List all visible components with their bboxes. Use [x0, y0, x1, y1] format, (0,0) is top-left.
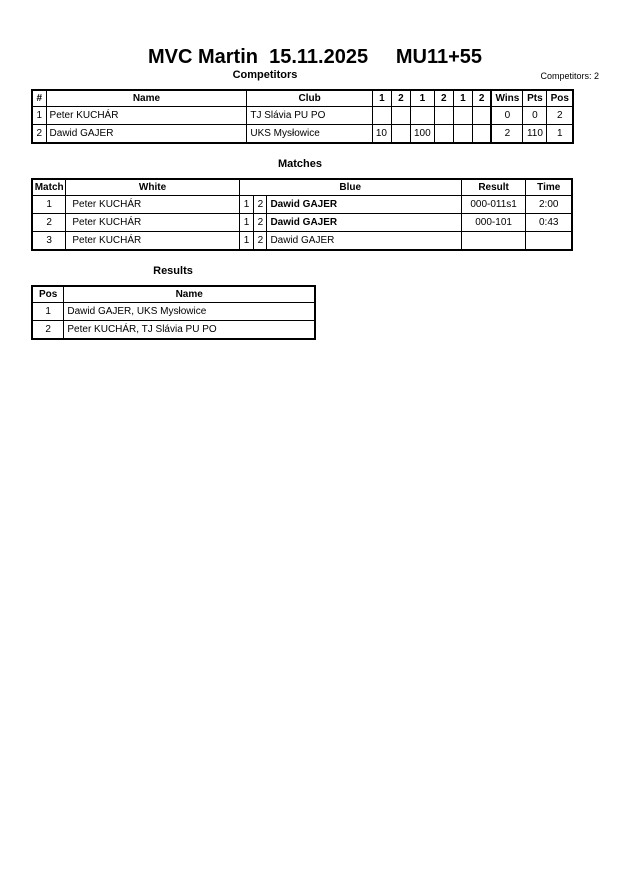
score-cell — [472, 107, 491, 125]
blue-competitor: Dawid GAJER — [267, 196, 461, 214]
score-cell — [391, 125, 410, 144]
col-name: Name — [46, 90, 247, 107]
match-result: 000-011s1 — [461, 196, 526, 214]
competitor-number: 2 — [32, 125, 46, 144]
col-result: Result — [461, 179, 526, 196]
col-match: Match — [32, 179, 66, 196]
score-cell — [372, 107, 391, 125]
page-title: MVC Martin 15.11.2025 MU11+55 — [147, 46, 483, 68]
match-time: 2:00 — [526, 196, 572, 214]
competitor-pts: 0 — [523, 107, 547, 125]
result-pos: 2 — [32, 321, 64, 340]
competitor-club: UKS Mysłowice — [247, 125, 373, 144]
competitor-pos: 1 — [547, 125, 573, 144]
score-cell — [410, 107, 434, 125]
match-time: 0:43 — [526, 214, 572, 232]
result-name: Peter KUCHÁR, TJ Slávia PU PO — [64, 321, 315, 340]
blue-seed: 2 — [254, 196, 267, 214]
competitor-name: Peter KUCHÁR — [46, 107, 247, 125]
match-number: 2 — [32, 214, 66, 232]
col-blue: Blue — [239, 179, 461, 196]
col-pts: Pts — [523, 90, 547, 107]
results-table — [31, 285, 316, 340]
competitor-club: TJ Slávia PU PO — [247, 107, 373, 125]
competitor-name: Dawid GAJER — [46, 125, 247, 144]
match-result: 000-101 — [461, 214, 526, 232]
blue-seed: 2 — [254, 232, 267, 251]
col-score-3: 1 — [410, 90, 434, 107]
score-cell: 10 — [372, 125, 391, 144]
white-competitor: Peter KUCHÁR — [66, 232, 239, 251]
col-wins: Wins — [491, 90, 522, 107]
col-club: Club — [247, 90, 373, 107]
table-row — [32, 303, 315, 321]
score-cell — [453, 125, 472, 144]
col-white: White — [66, 179, 239, 196]
matches-table — [31, 178, 573, 251]
col-score-5: 1 — [453, 90, 472, 107]
competitor-number: 1 — [32, 107, 46, 125]
white-seed: 1 — [239, 232, 254, 251]
matches-header-row — [32, 179, 572, 196]
competitor-pos: 2 — [547, 107, 573, 125]
score-cell — [434, 125, 453, 144]
match-time — [526, 232, 572, 251]
score-cell — [472, 125, 491, 144]
competitor-pts: 110 — [523, 125, 547, 144]
col-pos: Pos — [32, 286, 64, 303]
result-pos: 1 — [32, 303, 64, 321]
white-competitor: Peter KUCHÁR — [66, 214, 239, 232]
score-cell: 100 — [410, 125, 434, 144]
match-number: 1 — [32, 196, 66, 214]
blue-competitor: Dawid GAJER — [267, 214, 461, 232]
white-seed: 1 — [239, 196, 254, 214]
matches-heading: Matches — [277, 158, 323, 170]
result-name: Dawid GAJER, UKS Mysłowice — [64, 303, 315, 321]
competitors-header-row — [32, 90, 573, 107]
match-result — [461, 232, 526, 251]
blue-competitor: Dawid GAJER — [267, 232, 461, 251]
match-number: 3 — [32, 232, 66, 251]
table-row — [32, 321, 315, 340]
score-cell — [434, 107, 453, 125]
table-row — [32, 214, 572, 232]
blue-seed: 2 — [254, 214, 267, 232]
col-score-2: 2 — [391, 90, 410, 107]
results-header-row — [32, 286, 315, 303]
col-score-1: 1 — [372, 90, 391, 107]
col-name: Name — [64, 286, 315, 303]
white-seed: 1 — [239, 214, 254, 232]
score-cell — [453, 107, 472, 125]
competitor-wins: 0 — [491, 107, 522, 125]
score-cell — [391, 107, 410, 125]
competitors-count: Competitors: 2 — [540, 71, 599, 81]
table-row — [32, 107, 573, 125]
col-score-6: 2 — [472, 90, 491, 107]
table-row — [32, 232, 572, 251]
results-heading: Results — [153, 265, 193, 277]
competitor-wins: 2 — [491, 125, 522, 144]
competitors-heading: Competitors — [232, 69, 298, 81]
col-time: Time — [526, 179, 572, 196]
table-row — [32, 125, 573, 144]
competitors-table — [31, 89, 574, 144]
col-pos: Pos — [547, 90, 573, 107]
table-row — [32, 196, 572, 214]
col-number: # — [32, 90, 46, 107]
col-score-4: 2 — [434, 90, 453, 107]
white-competitor: Peter KUCHÁR — [66, 196, 239, 214]
